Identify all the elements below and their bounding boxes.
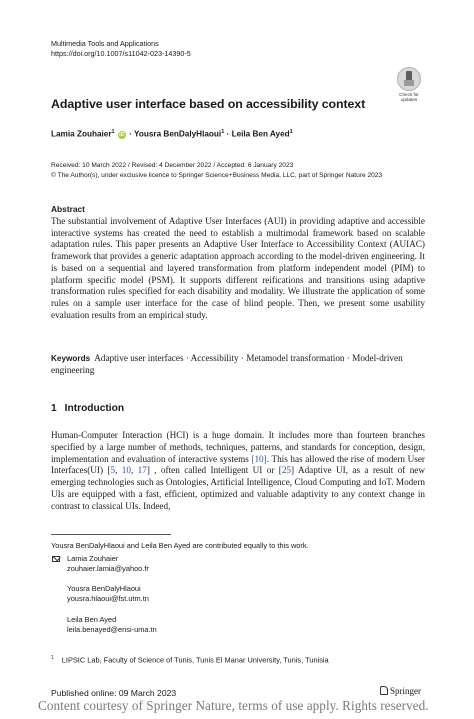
affiliation-number: 1 bbox=[51, 655, 54, 661]
keywords bbox=[51, 353, 425, 376]
section-number: 1 bbox=[51, 403, 57, 414]
contact-email[interactable]: yousra.hlaoui@fst.utm.tn bbox=[67, 593, 149, 603]
journal-name: Multimedia Tools and Applications bbox=[51, 39, 159, 48]
badge-label: Check for updates bbox=[399, 92, 419, 102]
envelope-icon bbox=[52, 556, 60, 562]
orcid-icon[interactable]: iD bbox=[119, 131, 125, 138]
abstract-text: The substantial involvement of Adaptive User Interfaces (AUI) in providing adaptive and accessible interactive systems has created the need to establish a multimodal framework based on scalable adaptation rules. This paper presents an Adaptive User Interface to Accessibility Context (AUIAC) framework that provides a generic adaptation approach according to the model-driven engineering. It is based on a sequential and layered transformation from platform independent model (PIM) to platform specific model (PSM). It supports different reifications and transitions using adaptive transformation rules specified for each disability and modality. We illustrate the application of some rules on a sample user interface for the case of blind people. Then, we present some usability evaluation results from an empirical study. bbox=[51, 216, 425, 320]
author-name: Yousra BenDalyHlaoui bbox=[134, 129, 222, 139]
author-name: Leila Ben Ayed bbox=[231, 129, 290, 139]
springer-horse-icon bbox=[380, 686, 388, 695]
footnote-divider bbox=[51, 534, 171, 535]
author-contact bbox=[67, 615, 157, 635]
author-affiliation-mark: 1 bbox=[289, 129, 293, 135]
publisher-logo bbox=[380, 686, 421, 696]
author-separator: · bbox=[126, 129, 134, 139]
copyright-line: © The Author(s), under exclusive licence to Springer Science+Business Media, LLC, part of Springer Nature 2023 bbox=[51, 171, 383, 179]
author-affiliation-mark: 1 bbox=[221, 129, 225, 135]
author-list bbox=[51, 129, 293, 139]
section-title: Introduction bbox=[64, 403, 125, 414]
abstract-heading: Abstract bbox=[51, 204, 85, 214]
section-heading bbox=[51, 403, 124, 414]
history-line: Received: 10 March 2022 / Revised: 4 December 2022 / Accepted: 6 January 2023 bbox=[51, 162, 294, 169]
citation-link[interactable]: [10] bbox=[251, 453, 267, 464]
article-dates bbox=[51, 161, 382, 180]
intro-paragraph: Human-Computer Interaction (HCI) is a huge domain. It includes more than fourteen branches specified by a large number of methods, techniques, patterns, and standards for conception, design, implementation and evaluation of interactive systems [10]. This has allowed the rise of modern User Interfaces(UI) [5, 10, 17] , often called Intelligent UI or [25] Adaptive UI, as a result of new emerging technologies such as Ontologies, Artificial Intelligence, Cloud Computing and IoT. Modern UIs are equipped with a fast, efficient, optimized and valuable adaptivity to any context change in contrast to classical UIs. Indeed, bbox=[51, 430, 426, 511]
check-for-updates-icon bbox=[397, 67, 421, 91]
citation-link[interactable]: 25 bbox=[281, 465, 292, 476]
keywords-text: Adaptive user interfaces · Accessibility · Metamodel transformation · Model-driven engineering bbox=[51, 353, 403, 375]
publisher-name: Springer bbox=[390, 686, 421, 696]
affiliation-text: LIPSIC Lab, Faculty of Science of Tunis, Tunis El Manar University, Tunis, Tunisia bbox=[61, 655, 329, 665]
author-affiliation-mark: 1 bbox=[111, 129, 115, 135]
contact-name: Yousra BenDalyHlaoui bbox=[67, 584, 141, 593]
contact-email[interactable]: leila.benayed@ensi-uma.tn bbox=[67, 624, 157, 634]
journal-header bbox=[51, 39, 191, 59]
keywords-label: Keywords bbox=[51, 354, 91, 363]
citation-link[interactable]: 17 bbox=[137, 465, 147, 476]
doi-link[interactable]: https://doi.org/10.1007/s11042-023-14390-5 bbox=[51, 49, 191, 58]
affiliation bbox=[51, 655, 329, 664]
citation-link[interactable]: 5 bbox=[110, 465, 116, 476]
corresponding-author bbox=[67, 554, 149, 574]
paper-title: Adaptive user interface based on accessibility context bbox=[51, 97, 366, 111]
courtesy-watermark: Content courtesy of Springer Nature, terms of use apply. Rights reserved. bbox=[38, 698, 429, 713]
published-online: Published online: 09 March 2023 bbox=[51, 688, 177, 698]
author-separator: · bbox=[224, 129, 232, 139]
contact-name: Leila Ben Ayed bbox=[67, 615, 117, 624]
contact-email[interactable]: zouhaier.lamia@yahoo.fr bbox=[67, 563, 149, 573]
author-contact bbox=[67, 584, 149, 604]
check-for-updates-badge[interactable] bbox=[392, 67, 426, 102]
author-name: Lamia Zouhaier bbox=[51, 129, 112, 139]
equal-contribution-note: Yousra BenDalyHlaoui and Leila Ben Ayed are contributed equally to this work. bbox=[51, 541, 309, 550]
contact-name: Lamia Zouhaier bbox=[67, 554, 119, 563]
citation-link[interactable]: 10 bbox=[121, 465, 131, 476]
